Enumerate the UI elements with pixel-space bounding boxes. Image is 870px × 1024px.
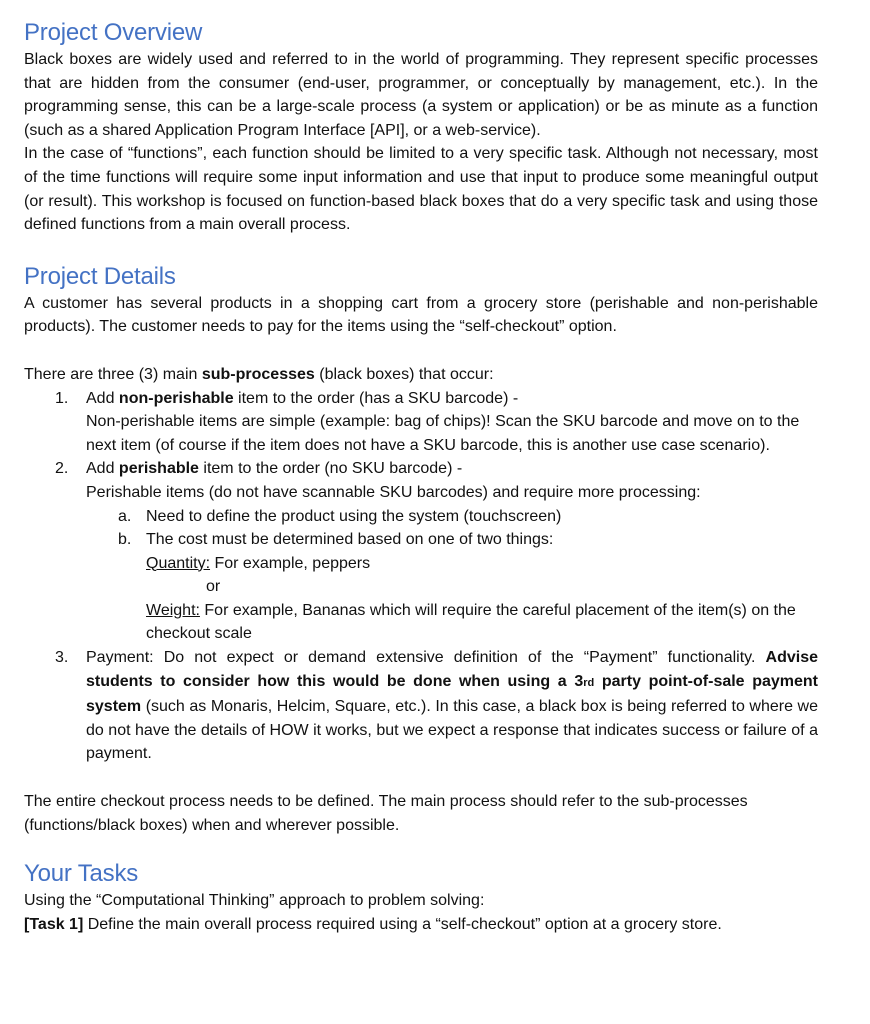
list-number: 2. (55, 460, 69, 478)
overview-paragraph-1: Black boxes are widely used and referred to in the world of programming. They represent specific processes that are hidden from the consumer (end-user, programmer, or conceptually by management, etc.). In the programming sense, this can be a large-scale process (a system or application) or be as minute as a function (such as a shared Application Program Interface [API], or a web-service). (24, 51, 818, 139)
task-1-label: [Task 1] (24, 915, 84, 933)
sublist-letter: b. (118, 531, 132, 549)
list-item-payment: 3. Payment: Do not expect or demand extensive definition of the “Payment” functionality. Advise students to consider how this would be done when using a 3rd party point-of-sale payment system (such as Monaris, Helcim, Square, etc.). In this case, a black box is being referred to where we do not have the details of HOW it works, but we expect a response that indicates success or failure of a payment. (24, 646, 818, 766)
overview-paragraph-2: In the case of “functions”, each function should be limited to a very specific task. Although not necessary, most of the time functions will require some input information and use that input to produce some meaningful output (or result). This workshop is focused on function-based black boxes that do a very specific task and using those defined functions from a main overall process. (24, 145, 818, 234)
list-item-description: Non-perishable items are simple (example: bag of chips)! Scan the SKU barcode and move on to the next item (of course if the item does not have a SKU barcode, this is another use case scenario). (86, 413, 800, 454)
quantity-label: Quantity: (146, 554, 211, 572)
or-separator: or (206, 578, 221, 596)
project-overview-heading: Project Overview (24, 19, 203, 46)
project-details-heading: Project Details (24, 262, 176, 290)
tasks-intro: Using the “Computational Thinking” approach to problem solving: (24, 892, 485, 910)
list-item-non-perishable (24, 387, 818, 458)
list-number: 1. (55, 389, 69, 407)
sublist-letter: a. (118, 507, 132, 525)
project-overview-section (24, 18, 818, 237)
subprocess-bold: sub-processes (201, 365, 315, 383)
spacer (24, 766, 818, 790)
weight-option: Weight: For example, Bananas which will require the careful placement of the item(s) on the checkout scale (146, 601, 796, 643)
your-tasks-section (24, 859, 818, 936)
quantity-option: Quantity: For example, peppers (146, 554, 371, 572)
list-item-description: Perishable items (do not have scannable SKU barcodes) and require more processing: (86, 483, 701, 501)
subprocess-list (24, 387, 818, 767)
spacer (24, 237, 818, 262)
closing-paragraph: The entire checkout process needs to be defined. The main process should refer to the sub-processes (functions/black boxes) when and wherever possible. (24, 793, 748, 834)
subprocess-intro: There are three (3) main sub-processes (black boxes) that occur: (24, 365, 494, 383)
sublist-item-a: a. Need to define the product using the system (touchscreen) (86, 505, 818, 529)
details-intro-paragraph: A customer has several products in a shopping cart from a grocery store (perishable and non-perishable products). The customer needs to pay for the items using the “self-checkout” option. (24, 294, 818, 336)
list-number: 3. (55, 649, 69, 667)
payment-advice-bold: Advise students to consider how this would be done when using a 3rd party point-of-sale payment system (86, 649, 819, 716)
project-details-section (24, 262, 818, 837)
sublist-item-b: b. The cost must be determined based on one of two things: (86, 528, 818, 552)
spacer (24, 837, 818, 859)
list-item-heading: Add non-perishable item to the order (has a SKU barcode) - (86, 389, 519, 407)
list-item-heading: Add perishable item to the order (no SKU barcode) - (86, 460, 463, 478)
task-1: [Task 1] Define the main overall process required using a “self-checkout” option at a grocery store. (24, 915, 722, 933)
list-item-perishable (24, 457, 818, 646)
weight-label: Weight: (146, 601, 200, 619)
your-tasks-heading: Your Tasks (24, 860, 139, 888)
spacer (24, 339, 818, 363)
